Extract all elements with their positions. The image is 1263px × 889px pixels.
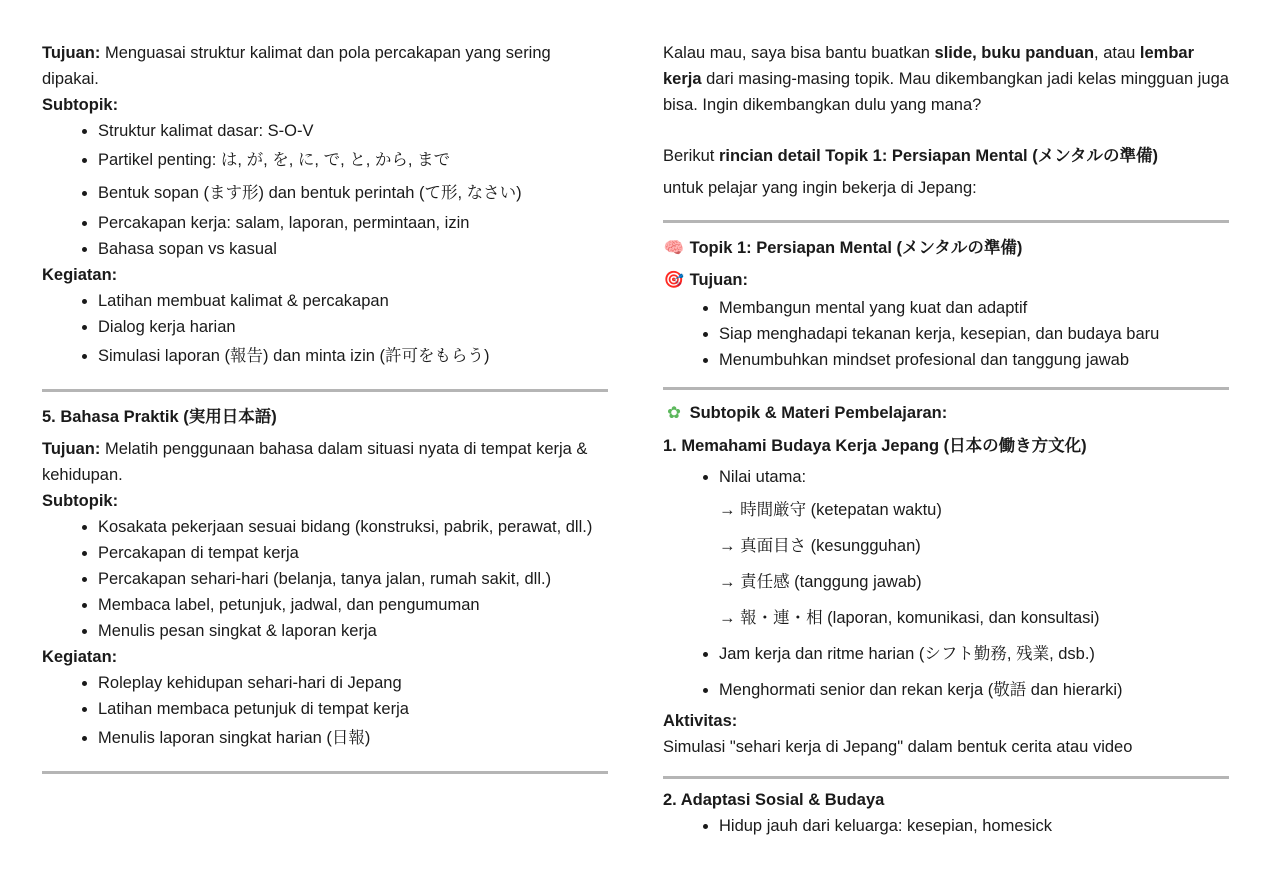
- sec4-kegiatan-list: [42, 288, 608, 373]
- nilai-list: [663, 462, 1229, 492]
- list-item: • Latihan membaca petunjuk di tempat kerja: [98, 696, 608, 722]
- sec5-tujuan: [42, 436, 608, 488]
- materi-title: [663, 398, 1229, 428]
- tujuan-label: Tujuan:: [42, 440, 101, 458]
- subtopik-label: Subtopik:: [42, 96, 119, 114]
- list-item: • Membangun mental yang kuat dan adaptif: [719, 295, 1229, 321]
- materi-s1-title: 1. Memahami Budaya Kerja Jepang (日本の働き方文化): [663, 437, 1087, 455]
- arrow-item: → 報・連・相 (laporan, komunikasi, dan konsultasi): [719, 609, 1100, 627]
- right-column: [663, 40, 1229, 839]
- list-item: • Bahasa sopan vs kasual: [98, 236, 608, 262]
- list-item: • Bentuk sopan (ます形) dan bentuk perintah (て形, なさい): [98, 177, 608, 210]
- intro-text: , atau: [1094, 44, 1140, 62]
- puzzle-icon: ✿: [667, 403, 681, 422]
- subtopik-label: Subtopik:: [42, 492, 119, 510]
- detail-text: untuk pelajar yang ingin bekerja di Jepang:: [663, 179, 977, 197]
- list-item: • Percakapan kerja: salam, laporan, permintaan, izin: [98, 210, 608, 236]
- list-item: • Hidup jauh dari keluarga: kesepian, homesick: [719, 813, 1229, 839]
- detail-paragraph: [663, 140, 1229, 204]
- list-item: • Menulis laporan singkat harian (日報): [98, 722, 608, 755]
- list-item: • Jam kerja dan ritme harian (シフト勤務, 残業, dsb.): [719, 636, 1229, 672]
- divider: [663, 776, 1229, 779]
- materi-s2-title: 2. Adaptasi Sosial & Budaya: [663, 791, 885, 809]
- arrow-item: → 真面目さ (kesungguhan): [719, 537, 921, 555]
- arrow-item: → 責任感 (tanggung jawab): [719, 573, 922, 591]
- intro-text: Kalau mau, saya bisa bantu buatkan: [663, 44, 935, 62]
- arrow-item: → 時間厳守 (ketepatan waktu): [719, 501, 942, 519]
- tujuan-text: Melatih penggunaan bahasa dalam situasi nyata di tempat kerja & kehidupan.: [42, 440, 588, 484]
- intro-paragraph: [663, 40, 1229, 118]
- divider: [42, 389, 608, 392]
- list-item: • Partikel penting: は, が, を, に, で, と, から, まで: [98, 144, 608, 177]
- sec4-tujuan: [42, 40, 608, 92]
- list-item: • Percakapan di tempat kerja: [98, 540, 608, 566]
- brain-icon: 🧠: [663, 238, 685, 257]
- list-item: • Simulasi laporan (報告) dan minta izin (許可をもらう): [98, 340, 608, 373]
- list-item: • Membaca label, petunjuk, jadwal, dan pengumuman: [98, 592, 608, 618]
- sec5-subtopik-list: [42, 514, 608, 644]
- list-item: • Dialog kerja harian: [98, 314, 608, 340]
- list-item: • Kosakata pekerjaan sesuai bidang (konstruksi, pabrik, perawat, dll.): [98, 514, 608, 540]
- left-column: [42, 40, 608, 788]
- tujuan-label: Tujuan:: [42, 44, 101, 62]
- aktivitas-text: Simulasi "sehari kerja di Jepang" dalam bentuk cerita atau video: [663, 738, 1133, 756]
- aktivitas-label: Aktivitas:: [663, 712, 738, 730]
- nilai-arrow-list: [663, 492, 1229, 636]
- divider: [663, 220, 1229, 223]
- intro-bold: lembar kerja: [663, 44, 1195, 88]
- kegiatan-label: Kegiatan:: [42, 648, 118, 666]
- sec4-subtopik-list: [42, 118, 608, 262]
- materi-title-text: Subtopik & Materi Pembelajaran:: [689, 404, 948, 422]
- s2-list: [663, 813, 1229, 839]
- list-item: • Roleplay kehidupan sehari-hari di Jepang: [98, 670, 608, 696]
- list-item: • Menumbuhkan mindset profesional dan tanggung jawab: [719, 347, 1229, 373]
- topic-tujuan-label: [663, 265, 1229, 295]
- sec5-title: 5. Bahasa Praktik (実用日本語): [42, 408, 277, 426]
- target-icon: 🎯: [663, 270, 685, 289]
- detail-bold: rincian detail Topik 1: Persiapan Mental (メンタルの準備): [718, 147, 1159, 165]
- materi-items-list: [663, 636, 1229, 708]
- divider: [42, 771, 608, 774]
- detail-text: Berikut: [663, 147, 719, 165]
- topic-tujuan-list: [663, 295, 1229, 373]
- divider: [663, 387, 1229, 390]
- kegiatan-label: Kegiatan:: [42, 266, 118, 284]
- list-item: • Nilai utama:: [719, 462, 1229, 492]
- topic-title: [663, 233, 1229, 263]
- list-item: • Struktur kalimat dasar: S-O-V: [98, 118, 608, 144]
- tujuan-text: Menguasai struktur kalimat dan pola percakapan yang sering dipakai.: [42, 44, 551, 88]
- list-item: • Percakapan sehari-hari (belanja, tanya jalan, rumah sakit, dll.): [98, 566, 608, 592]
- list-item: • Menghormati senior dan rekan kerja (敬語 dan hierarki): [719, 672, 1229, 708]
- list-item: • Menulis pesan singkat & laporan kerja: [98, 618, 608, 644]
- intro-bold: slide, buku panduan: [934, 44, 1095, 62]
- topic-title-text: Topik 1: Persiapan Mental (メンタルの準備): [689, 239, 1023, 257]
- sec5-kegiatan-list: [42, 670, 608, 755]
- intro-text: dari masing-masing topik. Mau dikembangkan jadi kelas mingguan juga bisa. Ingin dikembangkan dulu yang mana?: [663, 70, 1229, 114]
- list-item: • Siap menghadapi tekanan kerja, kesepian, dan budaya baru: [719, 321, 1229, 347]
- tujuan-label: Tujuan:: [689, 271, 748, 289]
- list-item: • Latihan membuat kalimat & percakapan: [98, 288, 608, 314]
